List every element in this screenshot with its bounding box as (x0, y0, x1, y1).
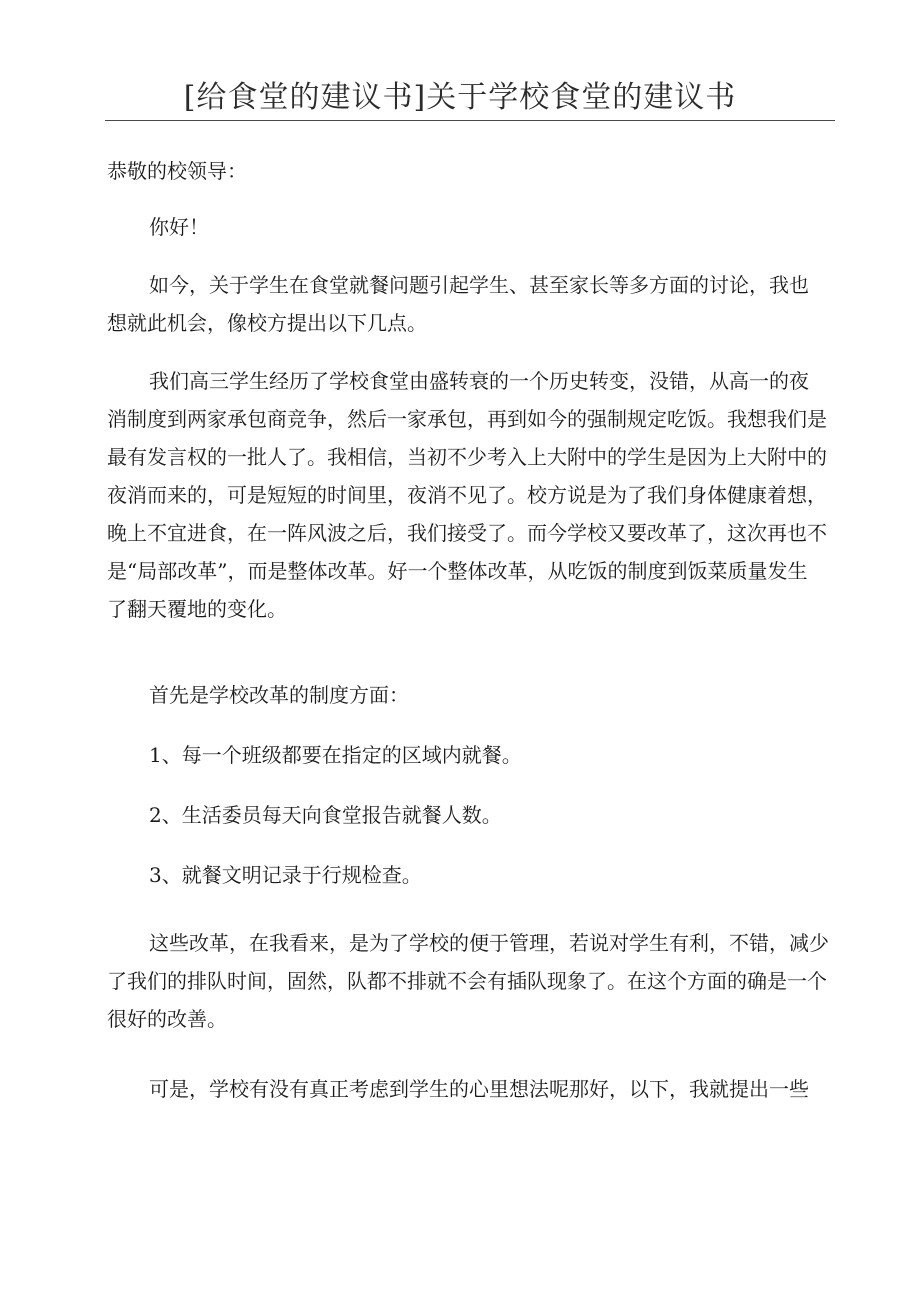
greeting: 你好！ (149, 215, 209, 239)
paragraph-evaluation (107, 924, 837, 1038)
paragraph-history (107, 362, 837, 628)
paragraph-line: 我们高三学生经历了学校食堂由盛转衰的一个历史转变，没错，从高一的夜 (149, 369, 809, 393)
paragraph-line: 了翻天覆地的变化。 (107, 597, 287, 621)
list-item: 2、生活委员每天向食堂报告就餐人数。 (149, 803, 502, 827)
paragraph-line: 是“局部改革”，而是整体改革。好一个整体改革，从吃饭的制度到饭菜质量发生 (107, 559, 808, 583)
section-heading-policy: 首先是学校改革的制度方面： (149, 683, 409, 707)
title-divider (105, 120, 835, 121)
page-title: [给食堂的建议书]关于学校食堂的建议书 (183, 80, 737, 115)
paragraph-line: 消制度到两家承包商竞争，然后一家承包，再到如今的强制规定吃饭。我想我们是 (107, 407, 827, 431)
paragraph-line: 想就此机会，像校方提出以下几点。 (107, 311, 427, 335)
paragraph-proposal-start: 可是，学校有没有真正考虑到学生的心里想法呢那好，以下，我就提出一些 (149, 1077, 809, 1101)
paragraph-line: 最有发言权的一批人了。我相信，当初不少考入上大附中的学生是因为上大附中的 (107, 445, 827, 469)
paragraph-line: 夜消而来的，可是短短的时间里，夜消不见了。校方说是为了我们身体健康着想， (107, 483, 827, 507)
paragraph-line: 如今，关于学生在食堂就餐问题引起学生、甚至家长等多方面的讨论，我也 (149, 273, 809, 297)
list-item: 1、每一个班级都要在指定的区域内就餐。 (149, 743, 522, 767)
list-item: 3、就餐文明记录于行规检查。 (149, 863, 422, 887)
paragraph-line: 晚上不宜进食，在一阵风波之后，我们接受了。而今学校又要改革了，这次再也不 (107, 521, 827, 545)
paragraph-line: 了我们的排队时间，固然，队都不排就不会有插队现象了。在这个方面的确是一个 (107, 969, 827, 993)
salutation: 恭敬的校领导： (107, 159, 247, 183)
paragraph-intro (107, 266, 837, 342)
paragraph-line: 很好的改善。 (107, 1007, 227, 1031)
paragraph-line: 这些改革，在我看来，是为了学校的便于管理，若说对学生有利，不错，减少 (149, 931, 829, 955)
